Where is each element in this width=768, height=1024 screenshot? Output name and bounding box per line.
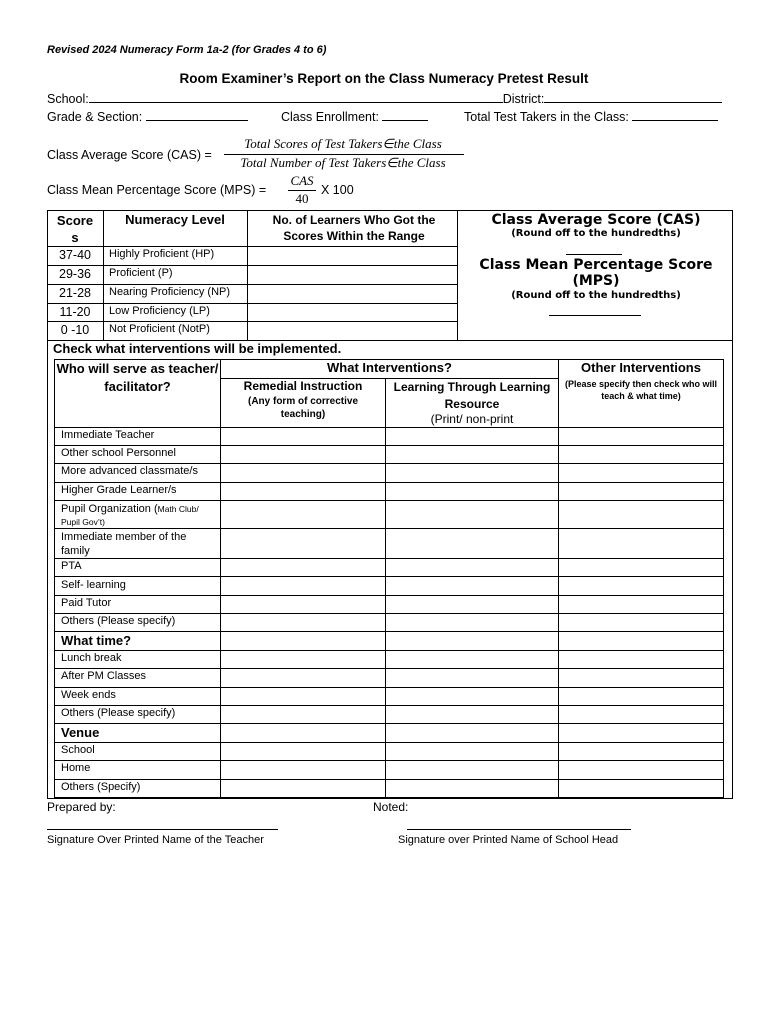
intervention-row-line	[54, 779, 724, 780]
learners-count-cell[interactable]	[248, 304, 457, 321]
time-row-label: Lunch break	[61, 652, 122, 664]
class-enrollment-label: Class Enrollment:	[281, 110, 379, 124]
intervention-row-line	[54, 595, 724, 596]
numeracy-level-label: Proficient (P)	[109, 267, 173, 279]
pupil-org-small: Math Club/ Pupil Gov’t)	[61, 504, 199, 527]
time-row-label: Others (Please specify)	[61, 707, 176, 719]
numeracy-level-header: Numeracy Level	[125, 212, 225, 227]
intervention-row-line	[54, 427, 724, 428]
learners-count-header: No. of Learners Who Got the Scores Within the Range	[272, 213, 436, 243]
score-range: 29-36	[59, 267, 91, 281]
score-range: 37-40	[59, 248, 91, 262]
head-signature-caption: Signature over Printed Name of School Head	[398, 834, 619, 846]
venue-row-label: School	[61, 744, 95, 756]
mps-multiplier: X 100	[321, 183, 354, 197]
who-row-label: Immediate Teacher	[61, 429, 155, 441]
score-range: 11-20	[59, 305, 91, 319]
district-blank[interactable]	[544, 91, 722, 103]
venue-row-label: Others (Specify)	[61, 781, 141, 793]
intervention-row-line	[54, 613, 724, 614]
intervention-row-line	[54, 797, 724, 798]
district-label: District:	[502, 92, 545, 106]
grade-section-label: Grade & Section:	[47, 110, 143, 124]
scores-header-line1: Score	[56, 213, 94, 228]
who-row-label: Others (Please specify)	[61, 615, 176, 627]
venue-row-label: Home	[61, 762, 91, 774]
learners-col-divider	[457, 210, 458, 340]
mps-denominator: 40	[295, 191, 309, 206]
what-header: What Interventions?	[327, 360, 452, 375]
pupil-org-text: Pupil Organization (	[61, 503, 158, 515]
noted-label: Noted:	[373, 800, 409, 814]
intervention-row-line	[54, 650, 724, 651]
cas-box-title: Class Average Score (CAS)	[491, 212, 701, 228]
who-row-label: Paid Tutor	[61, 597, 112, 609]
ltl-header: Learning Through Learning Resource	[393, 380, 551, 411]
learners-count-cell[interactable]	[248, 247, 457, 264]
intervention-row-line	[54, 687, 724, 688]
intervention-row-line	[54, 558, 724, 559]
numeracy-level-label: Not Proficient (NotP)	[109, 323, 210, 335]
remedial-note: (Any form of corrective teaching)	[247, 396, 359, 420]
mps-formula-label: Class Mean Percentage Score (MPS) =	[47, 183, 267, 197]
cas-denominator: Total Number of Test Takers∈the Class	[240, 155, 446, 170]
ltl-note: (Print/ non-print	[430, 412, 514, 426]
intervention-row-line	[54, 463, 724, 464]
intervention-row-line	[54, 742, 724, 743]
other-interventions-note: (Please specify then check who will teach & what time)	[564, 379, 718, 401]
cas-box-note: (Round off to the hundredths)	[511, 228, 681, 239]
teacher-signature-caption: Signature Over Printed Name of the Teacher	[47, 834, 264, 846]
school-field	[47, 91, 722, 106]
total-test-takers-field	[464, 109, 718, 124]
prepared-by-label: Prepared by:	[47, 800, 116, 814]
mps-numerator: CAS	[290, 173, 314, 188]
grade-section-blank[interactable]	[146, 109, 248, 121]
mps-box-note: (Round off to the hundredths)	[511, 290, 681, 301]
pupil-org-label	[61, 503, 219, 529]
class-enrollment-field	[281, 109, 428, 124]
total-test-takers-blank[interactable]	[632, 109, 718, 121]
class-enrollment-blank[interactable]	[382, 109, 428, 121]
time-row-label: After PM Classes	[61, 670, 146, 682]
numeracy-level-label: Low Proficiency (LP)	[109, 305, 210, 317]
intervention-row-line	[54, 668, 724, 669]
mps-answer-line[interactable]	[549, 315, 641, 316]
learners-count-cell[interactable]	[248, 266, 457, 283]
who-row-label: Self- learning	[61, 579, 126, 591]
who-row-label: PTA	[61, 560, 82, 572]
numeracy-level-label: Highly Proficient (HP)	[109, 248, 215, 260]
remedial-header: Remedial Instruction	[243, 379, 363, 393]
mps-box-title: Class Mean Percentage Score (MPS)	[479, 257, 713, 289]
cas-formula-label: Class Average Score (CAS) =	[47, 148, 212, 162]
grade-section-field	[47, 109, 248, 124]
who-row-label: More advanced classmate/s	[61, 465, 198, 477]
learners-count-cell[interactable]	[248, 322, 457, 339]
learners-count-cell[interactable]	[248, 285, 457, 302]
venue-header: Venue	[61, 725, 100, 740]
intervention-row-line	[54, 482, 724, 483]
who-header: Who will serve as teacher/ facilitator?	[56, 361, 219, 394]
score-range: 21-28	[59, 286, 91, 300]
teacher-signature-line[interactable]	[47, 829, 278, 830]
form-code: Revised 2024 Numeracy Form 1a-2 (for Grades 4 to 6)	[47, 44, 327, 56]
who-col-divider	[220, 359, 221, 799]
intervention-row-line	[54, 576, 724, 577]
intervention-row-line	[54, 445, 724, 446]
interventions-instruction: Check what interventions will be implemented.	[53, 341, 342, 356]
other-interventions-header: Other Interventions	[581, 360, 701, 375]
intervention-row-line	[54, 500, 724, 501]
intervention-row-line	[54, 631, 724, 632]
page-title: Room Examiner’s Report on the Class Numeracy Pretest Result	[179, 71, 589, 86]
what-time-header: What time?	[61, 633, 132, 648]
scores-header	[47, 212, 103, 246]
cas-numerator: Total Scores of Test Takers∈the Class	[244, 136, 442, 151]
school-blank[interactable]	[89, 91, 503, 103]
who-row-label: Other school Personnel	[61, 447, 176, 459]
who-row-label: Higher Grade Learner/s	[61, 484, 177, 496]
cas-answer-line[interactable]	[566, 254, 622, 255]
ltl-col-divider	[558, 359, 559, 799]
head-signature-line[interactable]	[407, 829, 631, 830]
numeracy-level-label: Nearing Proficiency (NP)	[109, 286, 231, 298]
intervention-row-line	[54, 723, 724, 724]
total-test-takers-label: Total Test Takers in the Class:	[464, 110, 629, 124]
intervention-row-line	[54, 705, 724, 706]
remedial-col-divider	[385, 378, 386, 799]
time-row-label: Week ends	[61, 689, 116, 701]
intervention-row-line	[54, 760, 724, 761]
school-label: School:	[47, 92, 89, 106]
scores-header-line2: s	[71, 230, 79, 245]
immediate-family-label: Immediate member of the family	[61, 531, 187, 557]
score-range: 0 -10	[60, 323, 90, 337]
